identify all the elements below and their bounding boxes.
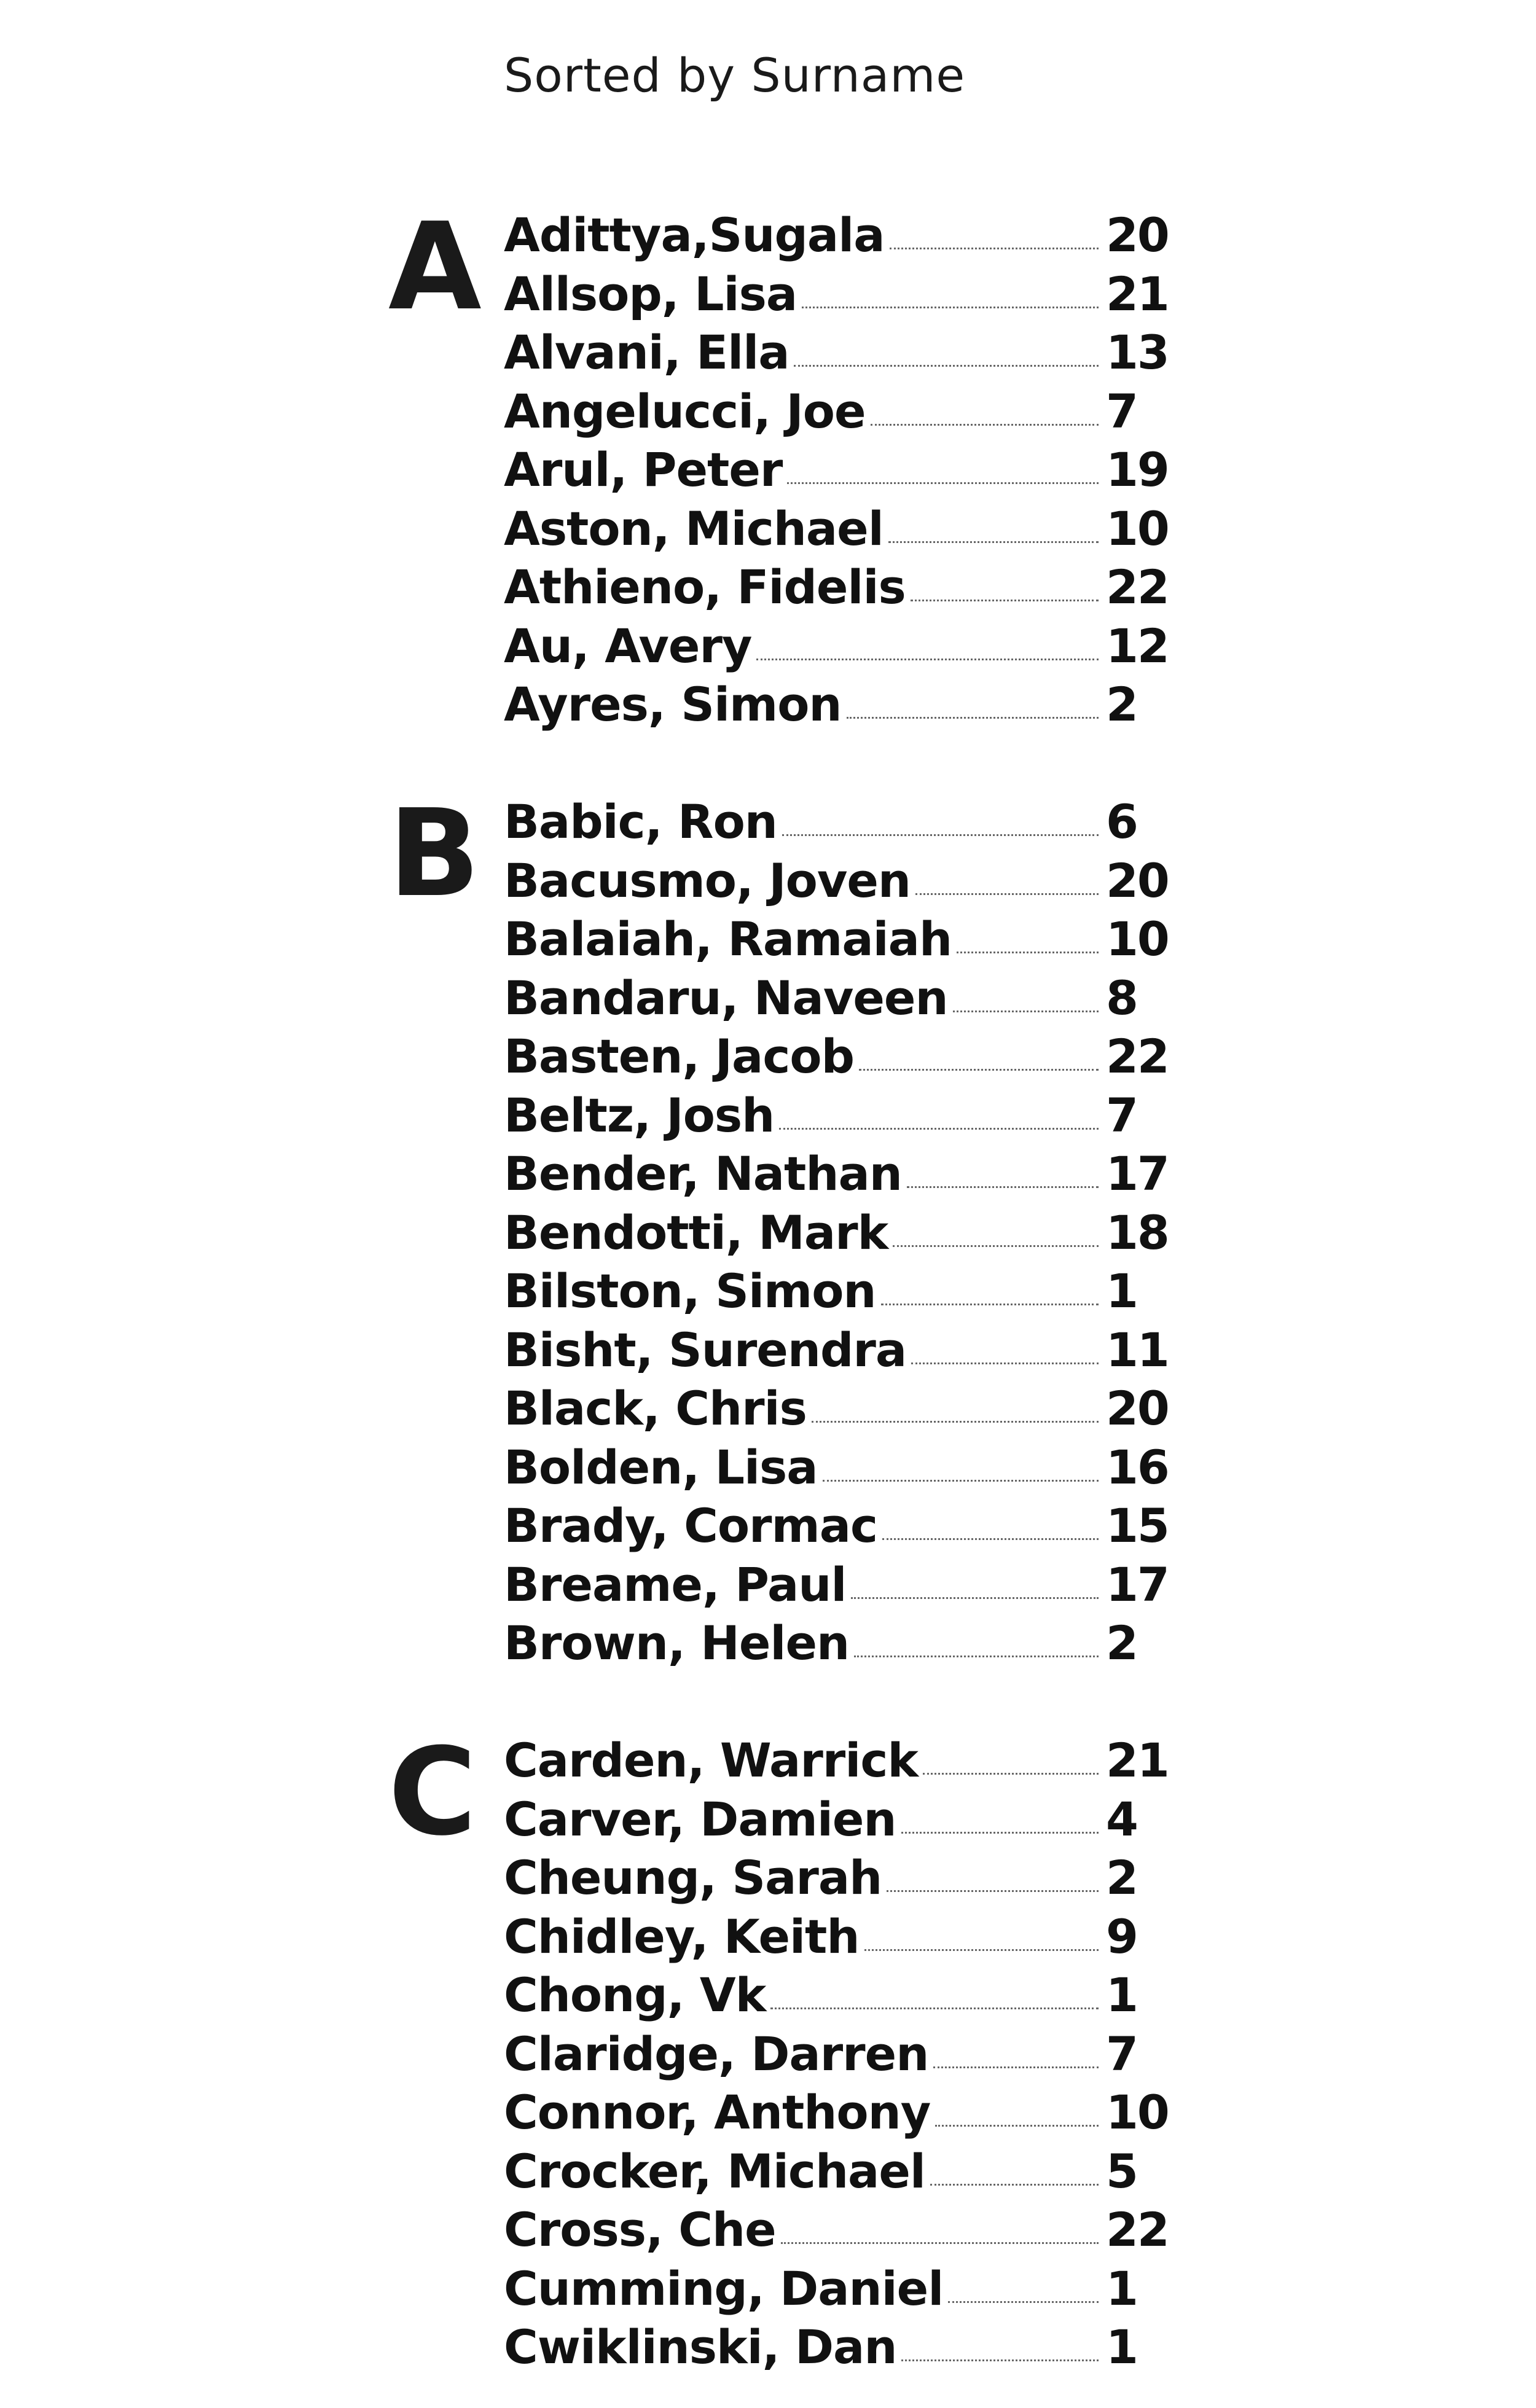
entry-name: Bisht, Surendra bbox=[504, 1322, 907, 1377]
entry-list bbox=[504, 792, 1174, 1673]
entry-page-number: 1 bbox=[1106, 1968, 1137, 2023]
entry-name: Claridge, Darren bbox=[504, 2026, 929, 2081]
dot-leader bbox=[847, 717, 1099, 719]
entry-page-number: 20 bbox=[1106, 1381, 1169, 1436]
entry-page-number: 8 bbox=[1106, 970, 1137, 1025]
entry-page-number: 1 bbox=[1106, 2261, 1137, 2316]
entry-page-number: 12 bbox=[1106, 618, 1169, 673]
dot-leader bbox=[911, 1362, 1099, 1364]
entry-page-number: 22 bbox=[1106, 560, 1169, 615]
entry-page-number: 20 bbox=[1106, 853, 1169, 908]
entry-page-number: 1 bbox=[1106, 1264, 1137, 1319]
entry-page-number: 6 bbox=[1106, 794, 1137, 850]
dot-leader bbox=[882, 1538, 1099, 1540]
entry-page-number: 16 bbox=[1106, 1439, 1169, 1495]
index-entry bbox=[504, 323, 1174, 382]
entry-name: Bolden, Lisa bbox=[504, 1439, 818, 1495]
index-entry bbox=[504, 440, 1174, 499]
index-entry bbox=[504, 1438, 1174, 1497]
index-entry bbox=[504, 1555, 1174, 1614]
index-entry bbox=[504, 1966, 1174, 2025]
dot-leader bbox=[893, 1245, 1099, 1247]
dot-leader bbox=[781, 2242, 1099, 2244]
index-entry bbox=[504, 1379, 1174, 1438]
index-entry bbox=[504, 1262, 1174, 1321]
entry-list bbox=[504, 206, 1174, 734]
entry-page-number: 7 bbox=[1106, 2026, 1137, 2081]
entry-page-number: 4 bbox=[1106, 1791, 1137, 1847]
dot-leader bbox=[887, 1890, 1099, 1892]
section-letter: C bbox=[388, 1722, 477, 1863]
entry-name: Black, Chris bbox=[504, 1381, 807, 1436]
entry-name: Carver, Damien bbox=[504, 1791, 896, 1847]
index-entry bbox=[504, 1086, 1174, 1145]
index-entry bbox=[504, 1848, 1174, 1907]
entry-page-number: 22 bbox=[1106, 1029, 1169, 1084]
entry-page-number: 21 bbox=[1106, 1733, 1169, 1788]
entry-name: Beltz, Josh bbox=[504, 1087, 775, 1143]
dot-leader bbox=[871, 424, 1099, 426]
entry-page-number: 20 bbox=[1106, 208, 1169, 263]
entry-name: Connor, Anthony bbox=[504, 2085, 931, 2140]
index-entry bbox=[504, 1496, 1174, 1555]
entry-name: Bandaru, Naveen bbox=[504, 970, 948, 1025]
index-entry bbox=[504, 910, 1174, 969]
index-entry bbox=[504, 265, 1174, 324]
dot-leader bbox=[923, 1773, 1099, 1775]
dot-leader bbox=[957, 952, 1099, 953]
index-entry bbox=[504, 1027, 1174, 1086]
index-entry bbox=[504, 2025, 1174, 2084]
index-entry bbox=[504, 2142, 1174, 2201]
dot-leader bbox=[864, 1949, 1099, 1951]
entry-name: Cross, Che bbox=[504, 2202, 776, 2258]
index-entry bbox=[504, 2083, 1174, 2142]
entry-page-number: 17 bbox=[1106, 1557, 1169, 1612]
entry-page-number: 7 bbox=[1106, 1087, 1137, 1143]
section-letter: B bbox=[388, 784, 480, 924]
dot-leader bbox=[851, 1597, 1099, 1599]
dot-leader bbox=[901, 2359, 1099, 2361]
index-entry bbox=[504, 851, 1174, 910]
index-entry bbox=[504, 1614, 1174, 1673]
entry-name: Basten, Jacob bbox=[504, 1029, 854, 1084]
entry-name: Adittya,Sugala bbox=[504, 208, 885, 263]
index-entry bbox=[504, 1203, 1174, 1262]
index-entry bbox=[504, 617, 1174, 676]
entry-page-number: 2 bbox=[1106, 1850, 1137, 1906]
entry-page-number: 11 bbox=[1106, 1322, 1169, 1377]
index-entry bbox=[504, 1790, 1174, 1849]
index-entry bbox=[504, 558, 1174, 617]
entry-page-number: 22 bbox=[1106, 2202, 1169, 2258]
dot-leader bbox=[881, 1304, 1099, 1305]
entry-page-number: 10 bbox=[1106, 912, 1169, 967]
entry-page-number: 17 bbox=[1106, 1146, 1169, 1202]
entry-name: Angelucci, Joe bbox=[504, 383, 866, 439]
dot-leader bbox=[794, 365, 1099, 367]
dot-leader bbox=[948, 2301, 1099, 2303]
entry-name: Bender, Nathan bbox=[504, 1146, 902, 1202]
index-entry bbox=[504, 2200, 1174, 2259]
entry-name: Cumming, Daniel bbox=[504, 2261, 944, 2316]
entry-name: Chidley, Keith bbox=[504, 1909, 860, 1964]
entry-page-number: 18 bbox=[1106, 1205, 1169, 1260]
entry-name: Allsop, Lisa bbox=[504, 266, 797, 321]
entry-name: Cwiklinski, Dan bbox=[504, 2320, 897, 2375]
dot-leader bbox=[782, 834, 1099, 836]
dot-leader bbox=[787, 482, 1099, 484]
dot-leader bbox=[935, 2125, 1099, 2127]
entry-name: Crocker, Michael bbox=[504, 2143, 925, 2199]
dot-leader bbox=[911, 600, 1099, 601]
index-entry bbox=[504, 1144, 1174, 1203]
entry-name: Au, Avery bbox=[504, 618, 752, 673]
dot-leader bbox=[890, 248, 1099, 249]
entry-name: Ayres, Simon bbox=[504, 677, 842, 732]
index-entry bbox=[504, 499, 1174, 558]
dot-leader bbox=[930, 2184, 1099, 2186]
entry-page-number: 1 bbox=[1106, 2320, 1137, 2375]
entry-name: Bilston, Simon bbox=[504, 1264, 876, 1319]
entry-name: Babic, Ron bbox=[504, 794, 777, 850]
index-entry bbox=[504, 792, 1174, 851]
index-entry bbox=[504, 1731, 1174, 1790]
dot-leader bbox=[933, 2066, 1099, 2068]
dot-leader bbox=[888, 541, 1099, 543]
dot-leader bbox=[779, 1128, 1099, 1130]
entry-name: Arul, Peter bbox=[504, 442, 783, 498]
entry-page-number: 2 bbox=[1106, 677, 1137, 732]
entry-name: Brady, Cormac bbox=[504, 1498, 878, 1554]
entry-name: Alvani, Ella bbox=[504, 325, 790, 380]
entry-page-number: 21 bbox=[1106, 266, 1169, 321]
index-entry bbox=[504, 675, 1174, 734]
entry-page-number: 7 bbox=[1106, 383, 1137, 439]
index-entry bbox=[504, 969, 1174, 1028]
dot-leader bbox=[907, 1186, 1099, 1188]
entry-list bbox=[504, 1731, 1174, 2377]
entry-page-number: 5 bbox=[1106, 2143, 1137, 2199]
entry-page-number: 2 bbox=[1106, 1616, 1137, 1671]
dot-leader bbox=[859, 1069, 1099, 1071]
index-entry bbox=[504, 2318, 1174, 2377]
dot-leader bbox=[953, 1011, 1099, 1012]
entry-page-number: 10 bbox=[1106, 501, 1169, 556]
dot-leader bbox=[854, 1656, 1099, 1657]
entry-name: Cheung, Sarah bbox=[504, 1850, 882, 1906]
dot-leader bbox=[901, 1832, 1099, 1834]
entry-page-number: 19 bbox=[1106, 442, 1169, 498]
index-entry bbox=[504, 1907, 1174, 1966]
dot-leader bbox=[823, 1480, 1099, 1482]
dot-leader bbox=[812, 1421, 1099, 1423]
index-entry bbox=[504, 2259, 1174, 2318]
entry-name: Bendotti, Mark bbox=[504, 1205, 888, 1260]
entry-page-number: 15 bbox=[1106, 1498, 1169, 1554]
dot-leader bbox=[770, 2007, 1099, 2009]
entry-name: Athieno, Fidelis bbox=[504, 560, 906, 615]
entry-name: Aston, Michael bbox=[504, 501, 884, 556]
page-title: Sorted by Surname bbox=[504, 48, 966, 103]
entry-name: Chong, Vk bbox=[504, 1968, 766, 2023]
entry-page-number: 13 bbox=[1106, 325, 1169, 380]
entry-page-number: 10 bbox=[1106, 2085, 1169, 2140]
index-entry bbox=[504, 1321, 1174, 1380]
section-letter: A bbox=[388, 197, 482, 337]
dot-leader bbox=[756, 659, 1099, 660]
index-entry bbox=[504, 206, 1174, 265]
entry-name: Bacusmo, Joven bbox=[504, 853, 911, 908]
entry-name: Brown, Helen bbox=[504, 1616, 850, 1671]
entry-name: Balaiah, Ramaiah bbox=[504, 912, 952, 967]
dot-leader bbox=[802, 307, 1099, 308]
entry-name: Carden, Warrick bbox=[504, 1733, 918, 1788]
entry-name: Breame, Paul bbox=[504, 1557, 847, 1612]
dot-leader bbox=[915, 893, 1099, 895]
entry-page-number: 9 bbox=[1106, 1909, 1137, 1964]
index-entry bbox=[504, 382, 1174, 441]
